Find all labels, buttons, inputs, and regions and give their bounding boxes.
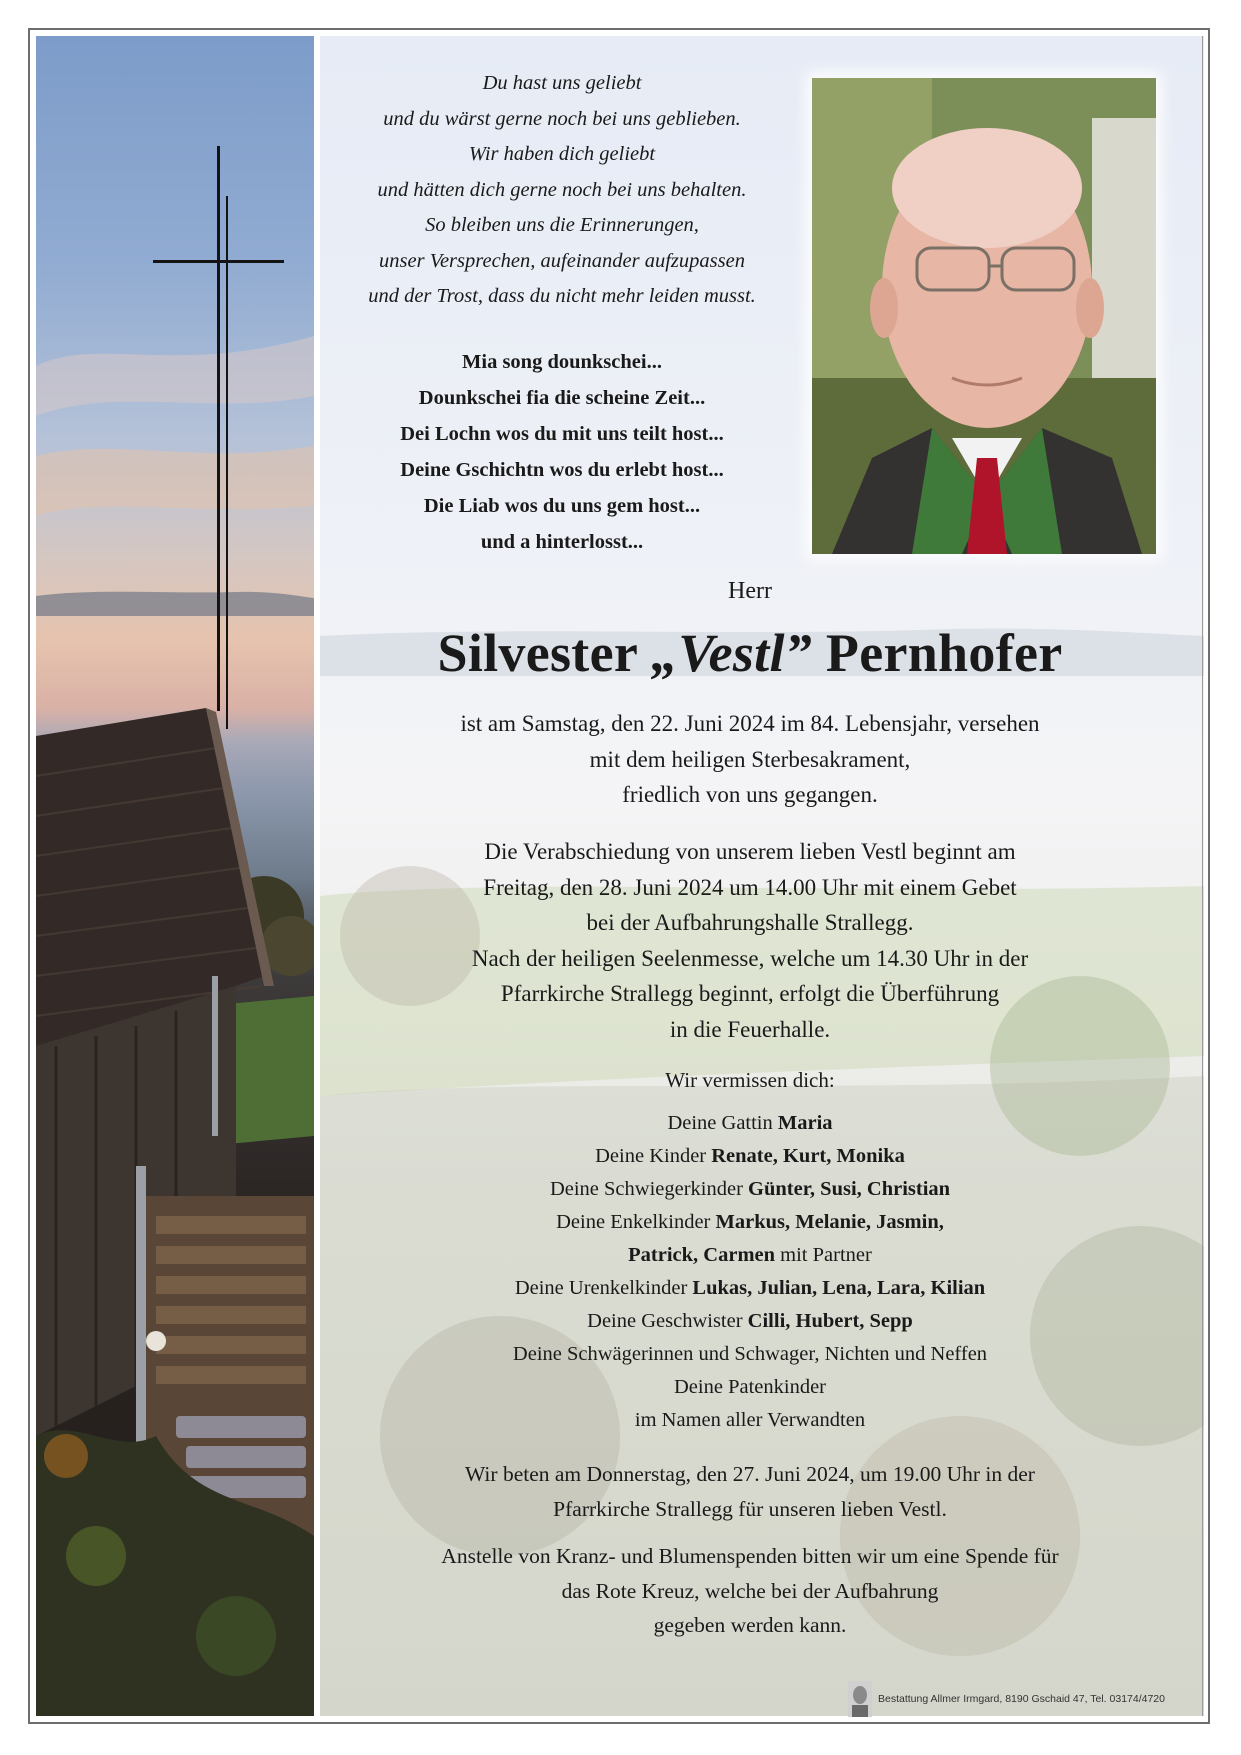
poem-dialect-line: Deine Gschichtn wos du erlebt host... (400, 459, 724, 481)
farewell-line: Pfarrkirche Strallegg beginnt, erfolgt die Überführung (500, 981, 1000, 1006)
hut-landscape-image (36, 36, 314, 1716)
cross-vertical-bar (217, 146, 220, 711)
mourner-line: Deine Geschwister Cilli, Hubert, Sepp (587, 1310, 913, 1332)
farewell-line: Freitag, den 28. Juni 2024 um 14.00 Uhr mit einem Gebet (483, 874, 1017, 900)
poem-dialect-line: und a hinterlosst... (480, 531, 644, 553)
poem-italic (330, 66, 794, 315)
mourner-line: Deine Gattin Maria (667, 1112, 833, 1134)
deceased-name (340, 622, 1160, 684)
farewell-line: Die Verabschiedung von unserem lieben Vestl beginnt am (484, 839, 1016, 864)
mourner-line: Patrick, Carmen mit Partner (628, 1244, 872, 1266)
death-notice (360, 706, 1140, 813)
deceased-portrait-photo (812, 78, 1156, 554)
death-notice-line: ist am Samstag, den 22. Juni 2024 im 84. Lebensjahr, versehen (460, 711, 1040, 736)
mourner-line: Deine Urenkelkinder Lukas, Julian, Lena, Lara, Kilian (514, 1277, 986, 1299)
poem-dialect (330, 344, 794, 560)
salutation: Herr (728, 578, 772, 604)
prayer-notice (360, 1457, 1140, 1526)
death-notice-line: mit dem heiligen Sterbesakrament, (589, 746, 911, 772)
farewell-details (360, 834, 1140, 1047)
poem-line: So bleiben uns die Erinnerungen, (425, 214, 699, 236)
poem-dialect-line: Mia song dounkschei... (462, 351, 662, 373)
cross-horizontal-bar (153, 260, 284, 263)
donation-line: Anstelle von Kranz- und Blumenspenden bitten wir um eine Spende für (441, 1544, 1059, 1568)
poem-line: und der Trost, dass du nicht mehr leiden musst. (368, 285, 756, 307)
right-inner-border (1202, 36, 1203, 1716)
poem-line: und hätten dich gerne noch bei uns behalten. (377, 178, 747, 201)
last-name: Pernhofer (825, 623, 1063, 683)
mourner-line: Deine Kinder Renate, Kurt, Monika (595, 1145, 905, 1167)
poem-dialect-line: Dei Lochn wos du mit uns teilt host... (400, 423, 724, 445)
poem-line: Du hast uns geliebt (482, 72, 642, 94)
mourner-line: Deine Enkelkinder Markus, Melanie, Jasmin, (556, 1211, 944, 1233)
prayer-line: Pfarrkirche Strallegg für unseren lieben Vestl. (553, 1496, 947, 1521)
mourners-heading: Wir vermissen dich: (665, 1068, 835, 1092)
mourner-line: Deine Patenkinder (674, 1376, 826, 1398)
poem-line: unser Versprechen, aufeinander aufzupassen (379, 249, 745, 272)
donation-notice (360, 1539, 1140, 1643)
poem-line: und du wärst gerne noch bei uns geblieben. (383, 107, 741, 130)
farewell-line: bei der Aufbahrungshalle Strallegg. (586, 910, 914, 935)
donation-line: das Rote Kreuz, welche bei der Aufbahrung (561, 1578, 939, 1603)
cross-vertical-bar-secondary (226, 196, 228, 729)
first-name: Silvester (437, 623, 638, 683)
poem-dialect-line: Die Liab wos du uns gem host... (423, 495, 701, 517)
prayer-line: Wir beten am Donnerstag, den 27. Juni 2024, um 19.00 Uhr in der (465, 1462, 1035, 1486)
mourner-line: im Namen aller Verwandten (634, 1409, 866, 1431)
farewell-line: Nach der heiligen Seelenmesse, welche um 14.30 Uhr in der (471, 945, 1029, 971)
landscape-image-panel (36, 36, 314, 1716)
mourners-list (360, 1107, 1140, 1437)
mourner-line: Deine Schwiegerkinder Günter, Susi, Christian (549, 1178, 951, 1200)
donation-line: gegeben werden kann. (653, 1613, 847, 1637)
poem-dialect-line: Dounkschei fia die scheine Zeit... (418, 387, 706, 409)
undertaker-footer (848, 1681, 1194, 1717)
poem-line: Wir haben dich geliebt (468, 143, 656, 165)
farewell-line: in die Feuerhalle. (669, 1016, 831, 1042)
death-notice-line: friedlich von uns gegangen. (622, 782, 878, 807)
undertaker-text: Bestattung Allmer Irmgard, 8190 Gschaid 47, Tel. 03174/4720 (878, 1693, 1165, 1705)
nickname: „Vestl” (650, 623, 813, 683)
undertaker-logo-icon (848, 1681, 872, 1717)
mourner-line: Deine Schwägerinnen und Schwager, Nichten und Neffen (512, 1343, 988, 1365)
